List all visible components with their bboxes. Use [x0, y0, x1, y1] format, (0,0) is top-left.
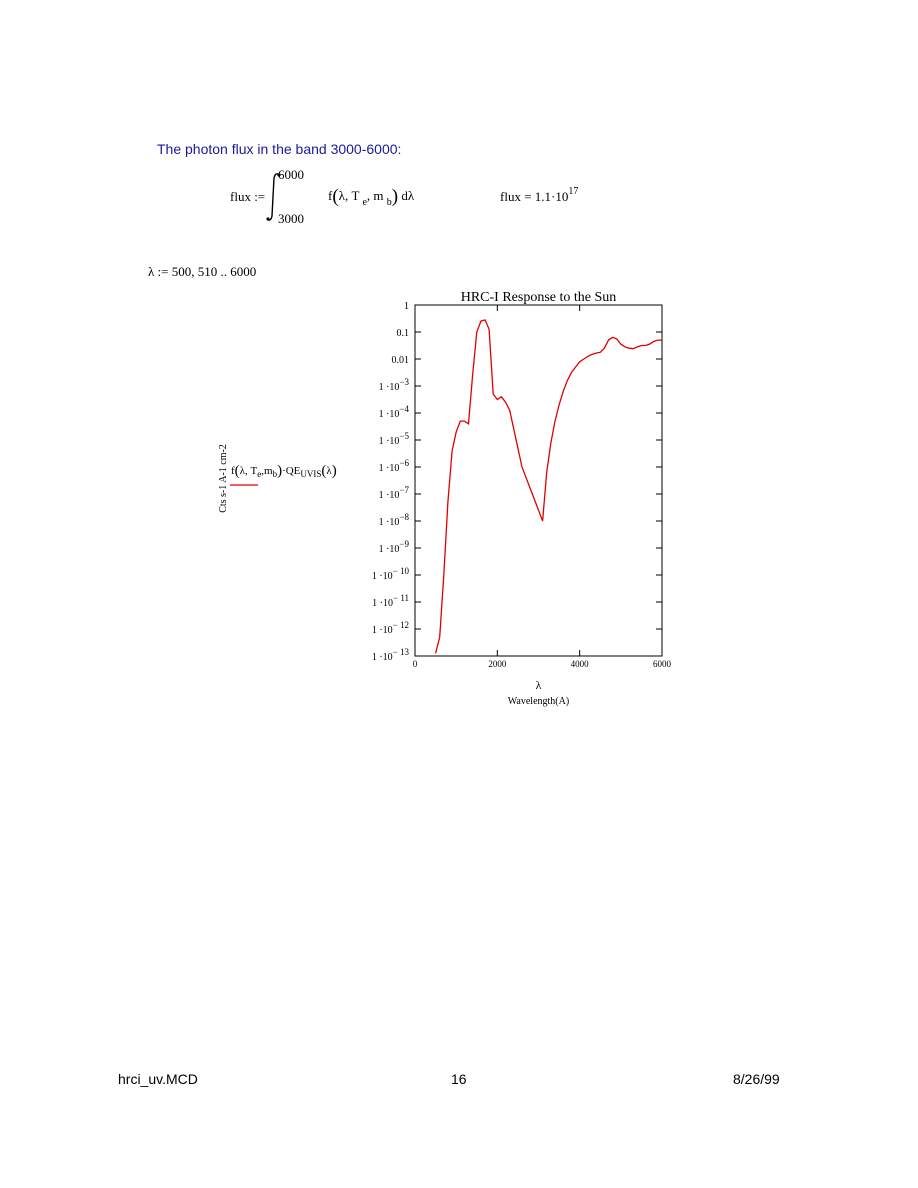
integrand-function: f — [328, 188, 333, 203]
legend-T-sub: e — [257, 469, 262, 479]
integrand-dlambda: dλ — [401, 188, 415, 203]
x-axis-label: λ — [535, 678, 542, 692]
section-heading: The photon flux in the band 3000-6000: — [157, 141, 402, 157]
response-curve-line — [436, 320, 662, 653]
y-tick-label: 1 ·10−5 — [378, 431, 409, 447]
footer-date: 8/26/99 — [733, 1071, 780, 1087]
legend-qe-sub: UVIS — [300, 469, 322, 479]
y-tick-label: 1 ·10−4 — [378, 404, 409, 420]
footer-filename: hrci_uv.MCD — [118, 1071, 198, 1087]
flux-lhs: flux := — [230, 189, 266, 204]
y-axis-label: Cts s-1 A-1 cm-2 — [218, 444, 229, 513]
legend-lambda-2: λ — [326, 465, 332, 477]
y-tick-label: 1 ·10−3 — [378, 377, 409, 393]
legend-label: f(λ, $T_e,m_b)\cdot QE_{UVIS}(\lambda)$ — [231, 463, 337, 479]
integral-upper-limit: 6000 — [278, 167, 304, 182]
legend-function: f — [231, 465, 235, 477]
legend-m: m — [264, 465, 273, 477]
y-tick-label: 1 ·10−6 — [378, 458, 409, 474]
x-tick-label: 6000 — [653, 659, 671, 669]
y-tick-label: 1 — [404, 301, 409, 312]
x-axis-sublabel: Wavelength(A) — [507, 696, 570, 707]
x-tick-label: 0 — [412, 659, 418, 669]
legend-m-sub: b — [272, 469, 278, 479]
y-tick-label: 1 ·10−7 — [378, 485, 409, 501]
integrand-T-sub: e — [362, 197, 367, 208]
y-tick-label: 0.1 — [396, 328, 409, 339]
x-tick-label: 2000 — [488, 659, 507, 669]
y-tick-label: 1 ·10− 11 — [372, 593, 409, 609]
legend — [230, 463, 337, 485]
y-tick-label: 1 ·10−9 — [378, 539, 409, 555]
y-tick-label: 1 ·10− 12 — [371, 620, 409, 636]
y-tick-label: 1 ·10− 10 — [371, 566, 409, 582]
flux-result-value: flux = 1.1·10 — [500, 189, 569, 204]
x-tick-label: 4000 — [570, 659, 589, 669]
legend-lambda: λ — [239, 465, 246, 477]
range-definition: λ := 500, 510 .. 6000 — [148, 264, 257, 279]
integrand-m: m — [373, 188, 384, 203]
footer-page-number: 16 — [451, 1071, 467, 1087]
integrand-lambda: λ — [338, 188, 345, 203]
chart-title: HRC-I Response to the Sun — [460, 290, 617, 305]
integral-lower-limit: 3000 — [278, 211, 304, 226]
integrand-m-sub: b — [386, 197, 392, 208]
flux-result-exponent: 17 — [568, 186, 579, 197]
legend-qe: ·QE — [282, 465, 301, 477]
integrand: f(λ, T $_e$, m $_b$) dλ — [328, 186, 415, 208]
legend-T: T — [250, 465, 258, 477]
y-tick-label: 1 ·10−8 — [378, 512, 409, 528]
y-tick-label: 0.01 — [391, 355, 409, 366]
y-tick-label: 1 ·10− 13 — [371, 647, 409, 663]
plot-frame — [415, 305, 662, 656]
integrand-T: T — [351, 188, 360, 203]
